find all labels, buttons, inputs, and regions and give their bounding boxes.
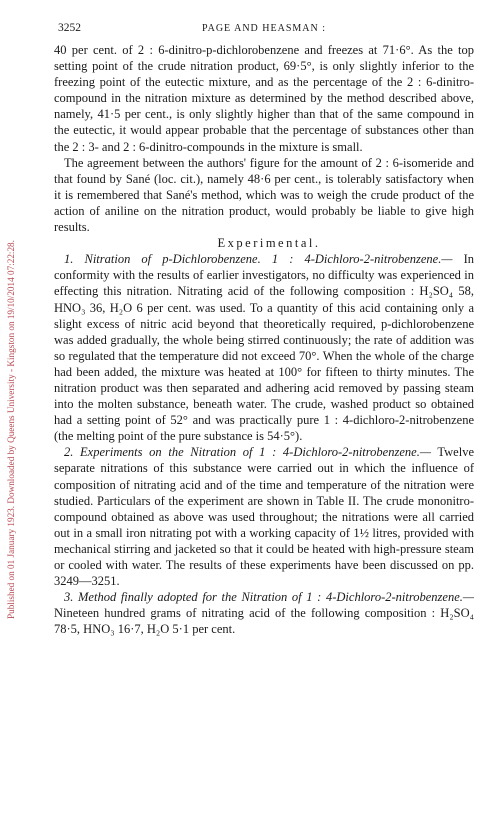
section-2-text: Twelve separate nitrations of this substance were carried out in which the influence of composition of nitrating acid and of the time and temperature of the nitration were studied. Particulars of the experiment are shown in Table II. The crude mononitro-compound obtained as above was used throughout; the nitrations were all carried out in a small iron nitrating pot with a working capacity of 1½ litres, provided with mechanical stirring and jacketed so that it could be heated with high-pressure steam or cooled with water. The results of these experiments have been discussed on pp. 3249—3251. [54, 445, 474, 589]
section-3-text: Nineteen hundred grams of nitrating acid of the following composition : H₂SO₄ 78·5, HNO₃ 16·7, H₂O 5·1 per cent. [54, 606, 474, 637]
paragraph-1: 40 per cent. of 2 : 6-dinitro-p-dichlorobenzene and freezes at 71·6°. As the top setting point of the crude nitration product, 69·5°, is only slightly inferior to the freezing point of the eutectic mixture, and as the percentage of the 2 : 6-dinitro-compound in the nitration mixture as determined by the method described above, namely, 41·5 per cent., is only slightly higher than that of the same compound in the eutectic, it would appear probable that the percentage of substances other than the 2 : 3- and 2 : 6-dinitro-compounds in the mixture is small. [54, 43, 474, 154]
download-watermark: Published on 01 January 1923. Downloaded by Queens University - Kingston on 19/10/2014 07:22:28. [6, 240, 16, 620]
body-text [54, 42, 474, 637]
running-title: PAGE AND HEASMAN : [201, 23, 327, 34]
section-3 [54, 589, 474, 637]
section-title: Experimental. [217, 236, 321, 251]
section-3-heading: 3. Method finally adopted for the Nitration of 1 : 4-Dichloro-2-nitrobenzene.— [64, 590, 474, 605]
section-2-heading: 2. Experiments on the Nitration of 1 : 4-Dichloro-2-nitrobenzene.— [64, 445, 431, 460]
paragraph-2: The agreement between the authors' figure for the amount of 2 : 6-isomeride and that found by Sané (loc. cit.), namely 48·6 per cent., is tolerably satisfactory when it is remembered that Sané's method, which was to weigh the crude product of the action of aniline on the nitration product, would probably be liable to give high results. [54, 155, 474, 235]
section-2 [54, 444, 474, 589]
page [54, 22, 474, 637]
page-header [54, 22, 474, 40]
section-1 [54, 251, 474, 444]
page-number: 3252 [58, 22, 81, 34]
section-1-heading: 1. Nitration of p-Dichlorobenzene. 1 : 4-Dichloro-2-nitrobenzene.— [64, 252, 453, 267]
section-1-text: In conformity with the results of earlier investigators, no difficulty was experienced in effecting this nitration. Nitrating acid of the following composition : H₂SO₄ 58, HNO₃ 36, H₂O 6 per cent. was used. To a quantity of this acid containing only a slight excess of nitric acid beyond that theoretically required, p-dichlorobenzene was added gradually, the whole being stirred continuously; the rate of addition was so regulated that the temperature did not exceed 70°. When the whole of the charge had been added, the mixture was heated at 100° for fifteen to thirty minutes. The nitration product was then separated and adhering acid removed by passing steam into the molten substance, beneath water. The crude, washed product so obtained had a setting point of 52° and was practically pure 1 : 4-dichloro-2-nitrobenzene (the melting point of the pure substance is 54·5°). [54, 252, 475, 444]
